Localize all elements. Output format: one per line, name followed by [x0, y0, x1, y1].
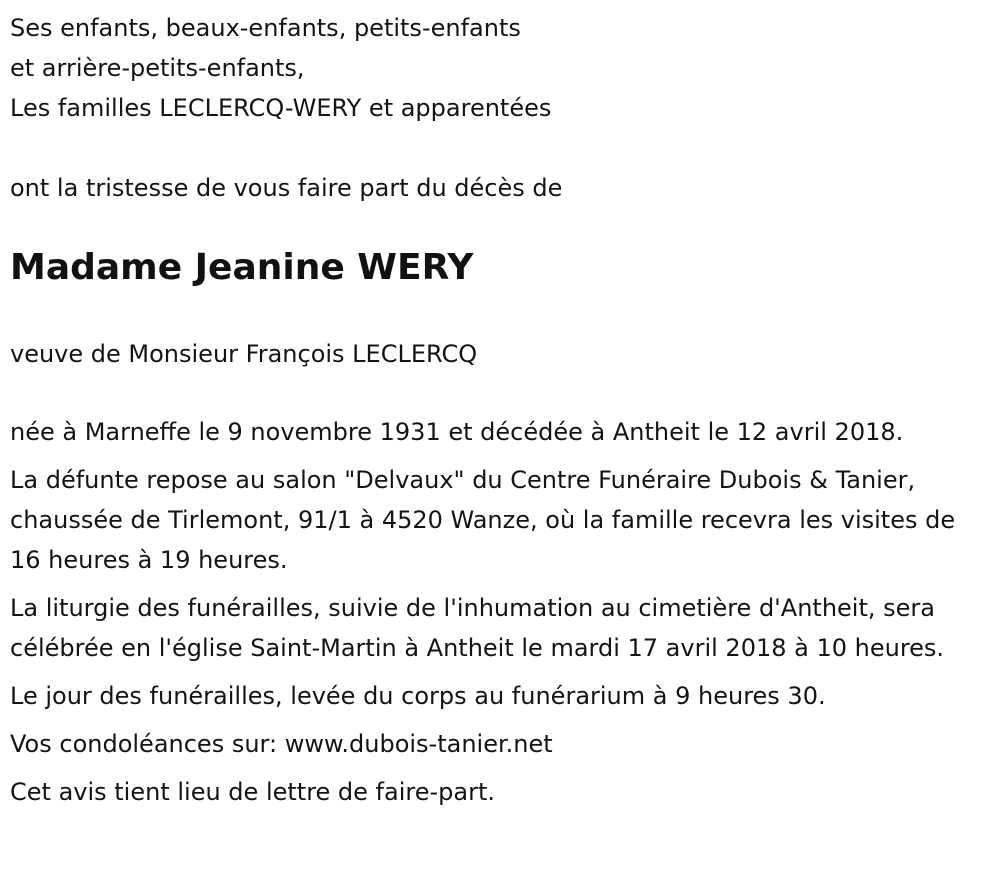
- deceased-name: Madame Jeanine WERY: [10, 247, 474, 288]
- family-line-1: Ses enfants, beaux-enfants, petits-enfants: [10, 14, 521, 42]
- birth-death-text: née à Marneffe le 9 novembre 1931 et décédée à Antheit le 12 avril 2018.: [10, 418, 904, 446]
- levee-text: Le jour des funérailles, levée du corps au funérarium à 9 heures 30.: [10, 682, 826, 710]
- condolences-text: Vos condoléances sur: www.dubois-tanier.net: [10, 730, 553, 758]
- family-line-3: Les familles LECLERCQ-WERY et apparentées: [10, 94, 552, 122]
- resting-place-text: La défunte repose au salon "Delvaux" du Centre Funéraire Dubois & Tanier, chaussée de Tirlemont, 91/1 à 4520 Wanze, où la famille recevra les visites de 16 heures à 19 heures.: [10, 466, 956, 574]
- announcement-text: ont la tristesse de vous faire part du décès de: [10, 174, 563, 202]
- closing-text: Cet avis tient lieu de lettre de faire-part.: [10, 778, 495, 806]
- ceremony-text: La liturgie des funérailles, suivie de l'inhumation au cimetière d'Antheit, sera célébrée en l'église Saint-Martin à Antheit le mardi 17 avril 2018 à 10 heures.: [10, 594, 945, 662]
- obituary-notice: [10, 8, 990, 812]
- family-line-2: et arrière-petits-enfants,: [10, 54, 305, 82]
- spouse-text: veuve de Monsieur François LECLERCQ: [10, 340, 478, 368]
